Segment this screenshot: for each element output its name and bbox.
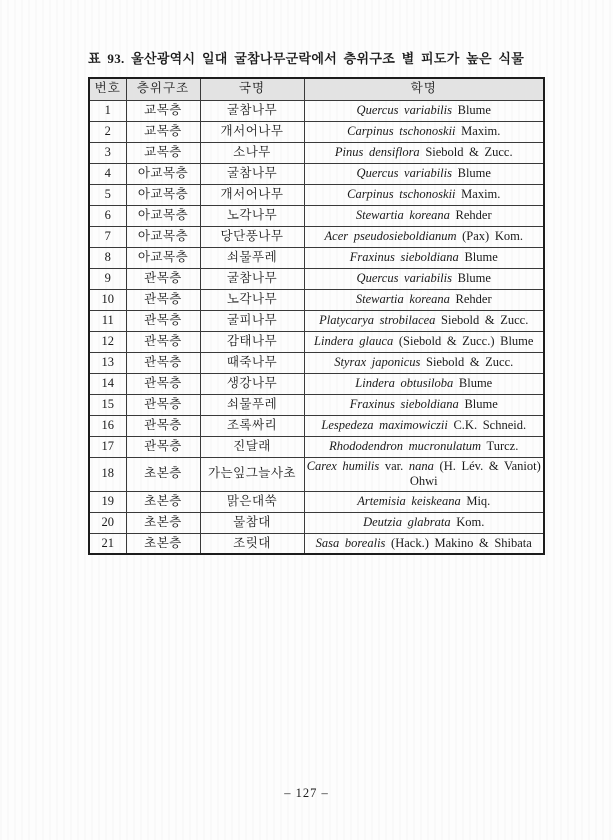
latin-name-authority: Blume (458, 396, 498, 411)
header-number: 번호 (89, 78, 126, 100)
table-header-row (89, 78, 544, 100)
table-row (89, 352, 544, 373)
latin-name-authority: Maxim. (455, 123, 501, 138)
cell-number: 4 (89, 163, 126, 184)
latin-name-italic: Artemisia keiskeana (357, 493, 461, 508)
latin-name-italic: Styrax japonicus (334, 354, 421, 369)
header-layer-structure: 층위구조 (126, 78, 200, 100)
cell-scientific-name (304, 394, 544, 415)
cell-layer-structure: 초본층 (126, 491, 200, 512)
latin-name-authority: Turcz. (481, 438, 519, 453)
latin-name-italic: Lindera obtusiloba (355, 375, 454, 390)
cell-korean-name: 소나무 (200, 142, 304, 163)
cell-korean-name: 조릿대 (200, 533, 304, 554)
cell-korean-name: 물참대 (200, 512, 304, 533)
latin-name-italic: Rhododendron mucronulatum (329, 438, 482, 453)
table-row (89, 289, 544, 310)
cell-scientific-name (304, 310, 544, 331)
cell-scientific-name (304, 142, 544, 163)
latin-name-authority: Maxim. (455, 186, 501, 201)
cell-scientific-name (304, 512, 544, 533)
latin-name-italic: Carpinus tschonoskii (347, 123, 456, 138)
cell-korean-name: 쇠물푸레 (200, 394, 304, 415)
cell-scientific-name (304, 289, 544, 310)
cell-layer-structure: 관목층 (126, 310, 200, 331)
cell-scientific-name (304, 268, 544, 289)
cell-scientific-name (304, 373, 544, 394)
latin-name-authority: (Siebold & Zucc.) Blume (393, 333, 534, 348)
cell-korean-name: 감태나무 (200, 331, 304, 352)
latin-name-authority: Rehder (449, 291, 492, 306)
cell-layer-structure: 교목층 (126, 100, 200, 121)
header-korean-name: 국명 (200, 78, 304, 100)
cell-number: 7 (89, 226, 126, 247)
cell-scientific-name (304, 205, 544, 226)
page-number: – 127 – (284, 786, 329, 800)
cell-korean-name: 굴피나무 (200, 310, 304, 331)
cell-scientific-name (304, 163, 544, 184)
cell-number: 15 (89, 394, 126, 415)
latin-name-italic: Lindera glauca (314, 333, 394, 348)
latin-name-authority: Blume (451, 102, 491, 117)
cell-layer-structure: 초본층 (126, 457, 200, 491)
table-row (89, 142, 544, 163)
table-row (89, 205, 544, 226)
cell-scientific-name (304, 491, 544, 512)
latin-name-italic: Acer pseudosieboldianum (324, 228, 457, 243)
latin-name-italic: Carpinus tschonoskii (347, 186, 456, 201)
cell-number: 14 (89, 373, 126, 394)
cell-korean-name: 개서어나무 (200, 121, 304, 142)
cell-korean-name: 생강나무 (200, 373, 304, 394)
cell-layer-structure: 초본층 (126, 512, 200, 533)
cell-layer-structure: 초본층 (126, 533, 200, 554)
cell-korean-name: 노각나무 (200, 205, 304, 226)
cell-korean-name: 개서어나무 (200, 184, 304, 205)
table-row (89, 331, 544, 352)
latin-name-italic: Quercus variabilis (356, 102, 452, 117)
cell-korean-name: 굴참나무 (200, 268, 304, 289)
cell-layer-structure: 관목층 (126, 289, 200, 310)
latin-name-authority: C.K. Schneid. (447, 417, 527, 432)
header-scientific-name: 학명 (304, 78, 544, 100)
table-header (89, 78, 544, 100)
cell-layer-structure: 관목층 (126, 352, 200, 373)
cell-korean-name: 당단풍나무 (200, 226, 304, 247)
latin-name-italic: Carex humilis (306, 458, 380, 473)
table-row (89, 436, 544, 457)
latin-name-italic: Lespedeza maximowiczii (321, 417, 448, 432)
cell-scientific-name (304, 184, 544, 205)
table-row (89, 163, 544, 184)
latin-name-italic: Stewartia koreana (355, 207, 450, 222)
cell-scientific-name (304, 533, 544, 554)
table-row (89, 184, 544, 205)
cell-scientific-name (304, 415, 544, 436)
table-row (89, 226, 544, 247)
cell-layer-structure: 관목층 (126, 436, 200, 457)
table-row (89, 512, 544, 533)
cell-number: 18 (89, 457, 126, 491)
cell-number: 6 (89, 205, 126, 226)
cell-number: 20 (89, 512, 126, 533)
cell-layer-structure: 교목층 (126, 121, 200, 142)
cell-scientific-name (304, 352, 544, 373)
cell-layer-structure: 교목층 (126, 142, 200, 163)
cell-scientific-name (304, 331, 544, 352)
cell-korean-name: 굴참나무 (200, 100, 304, 121)
table-row (89, 268, 544, 289)
cell-korean-name: 굴참나무 (200, 163, 304, 184)
cell-layer-structure: 관목층 (126, 373, 200, 394)
cell-number: 3 (89, 142, 126, 163)
cell-number: 17 (89, 436, 126, 457)
latin-name-authority: Siebold & Zucc. (419, 144, 513, 159)
latin-name-italic: Fraxinus sieboldiana (349, 396, 459, 411)
cell-korean-name: 맑은대쑥 (200, 491, 304, 512)
cell-number: 19 (89, 491, 126, 512)
latin-name-italic: Sasa borealis (315, 535, 386, 550)
latin-name-authority: Blume (458, 249, 498, 264)
cell-layer-structure: 아교목층 (126, 205, 200, 226)
cell-scientific-name (304, 457, 544, 491)
table-caption: 표 93. 울산광역시 일대 굴참나무군락에서 층위구조 별 피도가 높은 식물 (88, 51, 525, 66)
cell-number: 13 (89, 352, 126, 373)
table-row (89, 247, 544, 268)
cell-layer-structure: 아교목층 (126, 163, 200, 184)
latin-name-italic: Platycarya strobilacea (319, 312, 436, 327)
latin-name-italic: Stewartia koreana (355, 291, 450, 306)
table-row (89, 100, 544, 121)
cell-layer-structure: 관목층 (126, 331, 200, 352)
cell-number: 9 (89, 268, 126, 289)
latin-name-authority: (Pax) Kom. (456, 228, 523, 243)
table-row (89, 533, 544, 554)
table-row (89, 491, 544, 512)
latin-name-italic: Quercus variabilis (356, 270, 452, 285)
latin-name-authority: Blume (451, 270, 491, 285)
species-table (88, 77, 545, 555)
cell-scientific-name (304, 247, 544, 268)
cell-scientific-name (304, 100, 544, 121)
latin-name-authority: var. (379, 458, 404, 473)
cell-layer-structure: 관목층 (126, 415, 200, 436)
cell-scientific-name (304, 226, 544, 247)
cell-number: 8 (89, 247, 126, 268)
cell-number: 16 (89, 415, 126, 436)
cell-number: 12 (89, 331, 126, 352)
latin-name-italic: Pinus densiflora (334, 144, 420, 159)
cell-korean-name: 가는잎그늘사초 (200, 457, 304, 491)
latin-name-italic: Deutzia glabrata (363, 514, 451, 529)
table-row (89, 121, 544, 142)
latin-name-authority: Miq. (460, 493, 491, 508)
cell-layer-structure: 관목층 (126, 394, 200, 415)
latin-name-italic: Quercus variabilis (356, 165, 452, 180)
cell-number: 10 (89, 289, 126, 310)
cell-number: 1 (89, 100, 126, 121)
cell-number: 5 (89, 184, 126, 205)
latin-name-authority: (H. Lév. & Vaniot) Ohwi (409, 458, 541, 489)
latin-name-authority: Rehder (449, 207, 492, 222)
cell-layer-structure: 아교목층 (126, 226, 200, 247)
cell-number: 21 (89, 533, 126, 554)
cell-number: 2 (89, 121, 126, 142)
cell-scientific-name (304, 436, 544, 457)
latin-name-authority: Blume (453, 375, 493, 390)
latin-name-italic: nana (403, 458, 434, 473)
latin-name-authority: Kom. (450, 514, 485, 529)
table-row (89, 373, 544, 394)
cell-korean-name: 때죽나무 (200, 352, 304, 373)
table-row (89, 310, 544, 331)
latin-name-authority: Blume (451, 165, 491, 180)
cell-layer-structure: 관목층 (126, 268, 200, 289)
latin-name-italic: Fraxinus sieboldiana (349, 249, 459, 264)
latin-name-authority: Siebold & Zucc. (420, 354, 514, 369)
cell-korean-name: 쇠물푸레 (200, 247, 304, 268)
cell-scientific-name (304, 121, 544, 142)
cell-layer-structure: 아교목층 (126, 247, 200, 268)
cell-layer-structure: 아교목층 (126, 184, 200, 205)
latin-name-authority: (Hack.) Makino & Shibata (385, 535, 532, 550)
table-body (89, 100, 544, 554)
latin-name-authority: Siebold & Zucc. (435, 312, 529, 327)
cell-korean-name: 진달래 (200, 436, 304, 457)
table-row (89, 457, 544, 491)
cell-korean-name: 노각나무 (200, 289, 304, 310)
table-row (89, 394, 544, 415)
table-row (89, 415, 544, 436)
cell-number: 11 (89, 310, 126, 331)
cell-korean-name: 조록싸리 (200, 415, 304, 436)
